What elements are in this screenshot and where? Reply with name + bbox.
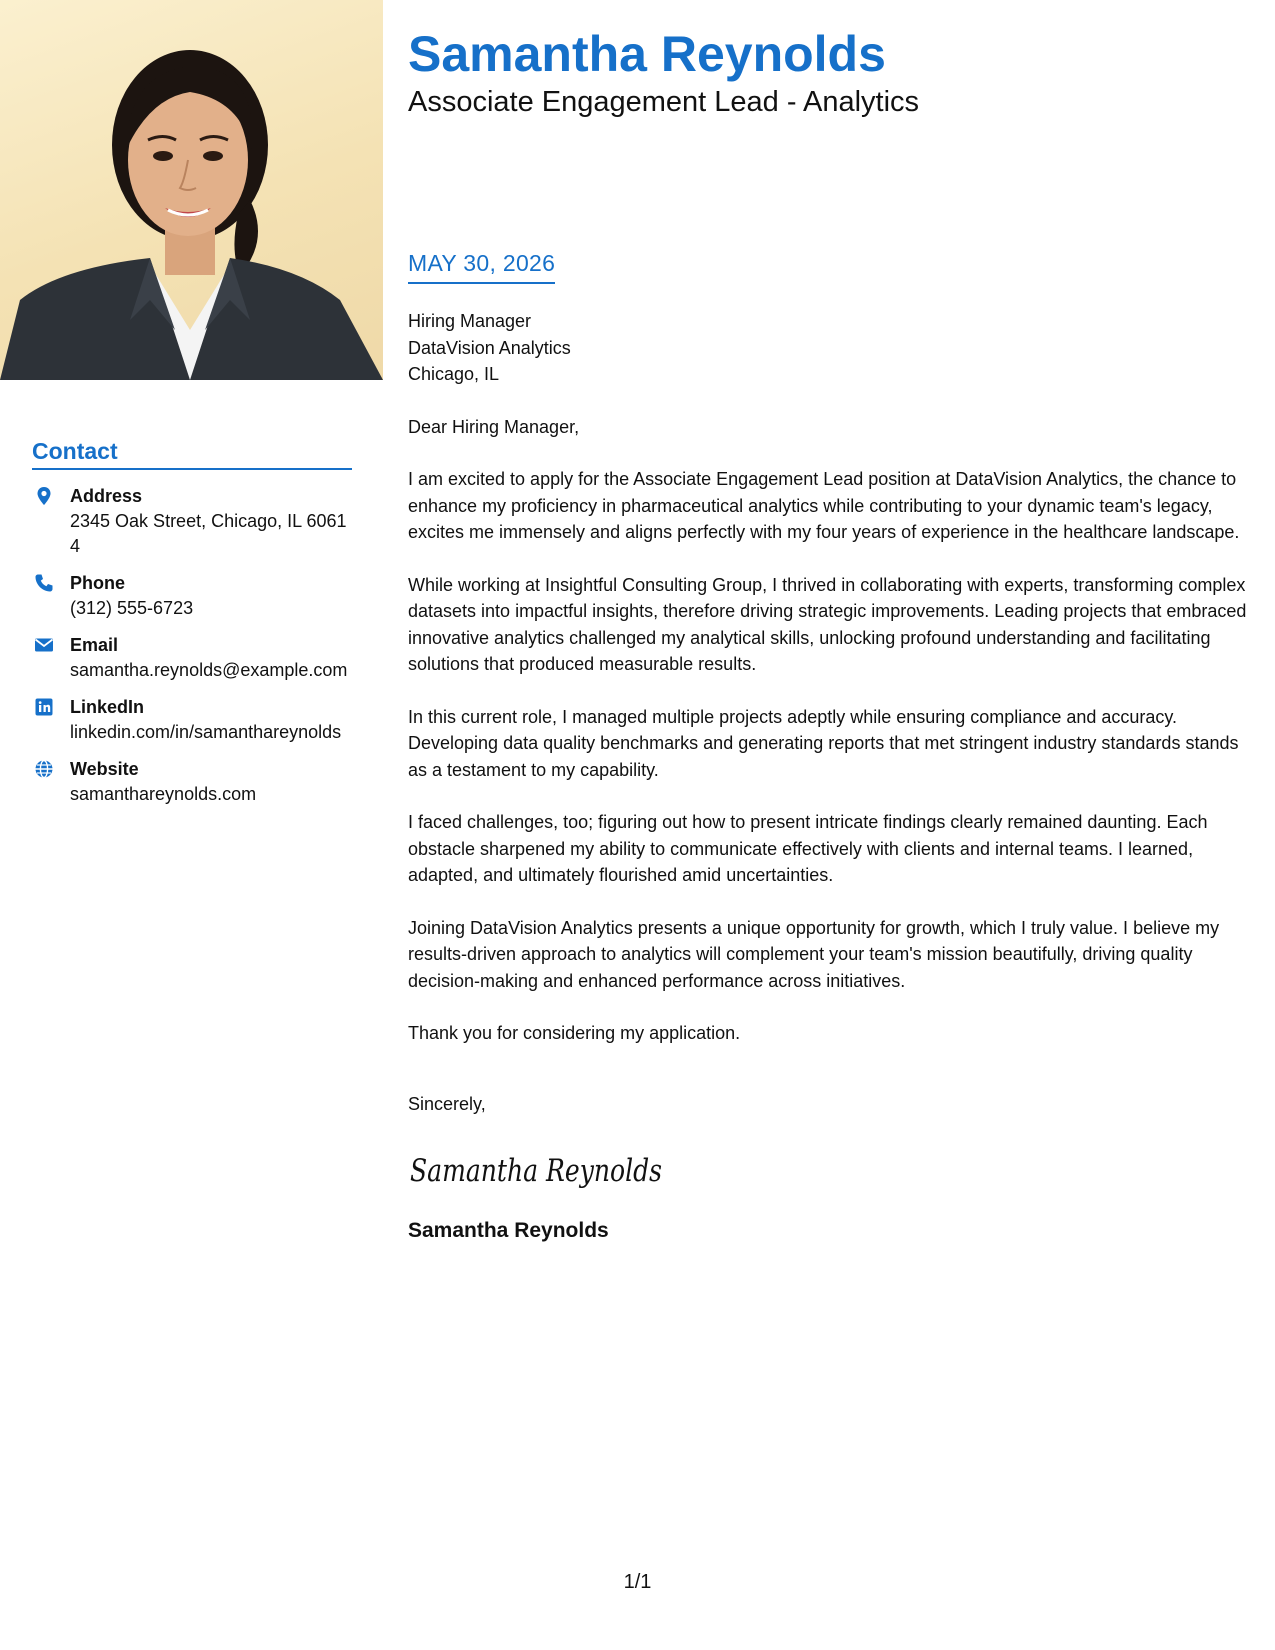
contact-item-phone xyxy=(32,571,352,621)
recipient-block xyxy=(408,308,1250,388)
letter-paragraph: I am excited to apply for the Associate Engagement Lead position at DataVision Analytics, the chance to enhance my proficiency in pharmaceutical analytics while contributing to your dynamic team's legacy, excites me immensely and aligns perfectly with my four years of experience in the healthcare landscape. xyxy=(408,469,1240,542)
website-label: Website xyxy=(70,759,139,779)
letter-paragraph: Thank you for considering my application. xyxy=(408,1023,741,1043)
portrait-illustration xyxy=(0,0,383,380)
linkedin-icon xyxy=(34,697,54,717)
page-number: 1/1 xyxy=(623,1571,652,1593)
signed-name: Samantha Reynolds xyxy=(408,1219,609,1242)
linkedin-value: linkedin.com/in/samanthareynolds xyxy=(70,722,342,742)
contact-item-website xyxy=(32,757,352,807)
contact-sidebar xyxy=(32,436,352,819)
recipient-line: Hiring Manager xyxy=(408,311,532,331)
contact-item-linkedin xyxy=(32,695,352,745)
address-label: Address xyxy=(70,486,143,506)
email-label: Email xyxy=(70,635,119,655)
phone-icon xyxy=(34,573,54,593)
linkedin-label: LinkedIn xyxy=(70,697,145,717)
letter-date: MAY 30, 2026 xyxy=(408,248,555,284)
letter-paragraph: I faced challenges, too; figuring out how to present intricate findings clearly remained daunting. Each obstacle sharpened my ability to communicate effectively with clients and internal teams. I learned, adapted, and ultimately flourished amid uncertainties. xyxy=(408,812,1208,885)
letter-paragraph: Joining DataVision Analytics presents a unique opportunity for growth, which I truly value. I believe my results-driven approach to analytics will complement your team's mission beautifully, driving quality decision-making and enhanced performance across initiatives. xyxy=(408,917,1220,991)
website-value: samanthareynolds.com xyxy=(70,784,257,804)
profile-photo xyxy=(0,0,383,380)
email-value: samantha.reynolds@example.com xyxy=(70,660,348,680)
letter-paragraph: In this current role, I managed multiple projects adeptly while ensuring compliance and accuracy. Developing data quality benchmarks and generating reports that met stringent industry standards stands as a testament to my capability. xyxy=(408,706,1239,780)
address-value: 2345 Oak Street, Chicago, IL 60614 xyxy=(70,511,347,556)
letter-body xyxy=(408,308,1250,1271)
location-pin-icon xyxy=(34,486,54,506)
salutation: Dear Hiring Manager, xyxy=(408,416,580,437)
contact-item-email xyxy=(32,633,352,683)
contact-item-address xyxy=(32,484,352,559)
job-title: Associate Engagement Lead - Analytics xyxy=(408,86,920,118)
envelope-icon xyxy=(34,635,54,655)
phone-value: (312) 555-6723 xyxy=(70,598,194,618)
globe-icon xyxy=(34,759,54,779)
recipient-line: Chicago, IL xyxy=(408,364,500,384)
contact-list xyxy=(32,484,352,807)
signature-text: Samantha Reynolds xyxy=(410,1153,662,1189)
letter-column xyxy=(408,24,1250,1242)
contact-heading: Contact xyxy=(32,436,352,470)
letter-paragraph: While working at Insightful Consulting Group, I thrived in collaborating with experts, transforming complex datasets into impactful insights, therefore driving strategic improvements. Leading projects that embraced innovative analytics challenged my analytical skills, unlocking profound understanding and facilitating solutions that produced measurable results. xyxy=(408,574,1247,674)
closing: Sincerely, xyxy=(408,1093,486,1114)
applicant-name: Samantha Reynolds xyxy=(408,26,886,82)
recipient-line: DataVision Analytics xyxy=(408,337,571,358)
phone-label: Phone xyxy=(70,573,126,593)
signature-image xyxy=(408,1145,668,1195)
